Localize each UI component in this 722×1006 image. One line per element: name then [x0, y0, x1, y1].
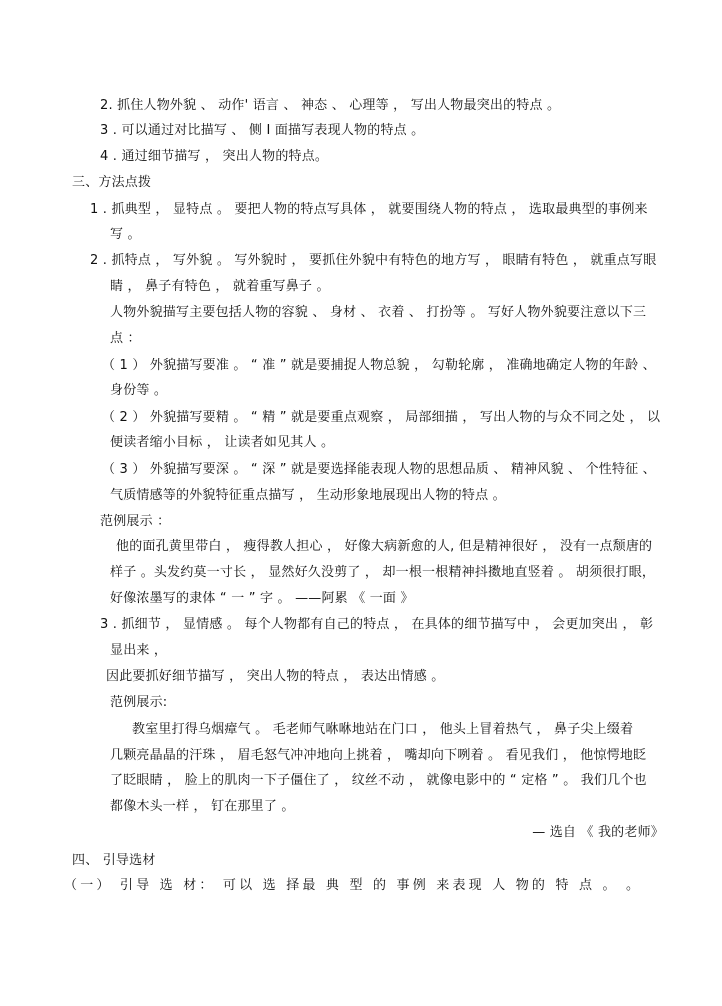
text-line-28: 都像木头一样 ， 钉在那里了 。 — [110, 799, 295, 814]
text-line-15: （ 3 ） 外貌描写要深 。 “ 深 ” 就是要选择能表现人物的思想品质 、 精神风貌 、 个性特征 、 — [102, 462, 656, 477]
text-line-22: 显出来 ， — [110, 643, 168, 658]
text-line-18: 他的面孔黄里带白 ， 瘦得教人担心 ， 好像大病新愈的人, 但是精神很好 ， 没有一点颓唐的 — [116, 539, 653, 554]
text-line-6: 写 。 — [110, 227, 141, 242]
text-line-1: 2. 抓住人物外貌 、 动作' 语言 、 神态 、 心理等 ， 写出人物最突出的特点 。 — [100, 98, 561, 113]
text-line-5: 1 . 抓典型 ， 显特点 。 要把人物的特点写具体 ， 就要围绕人物的特点 ， 选取最典型的事例来 — [90, 202, 648, 217]
text-line-25: 教室里打得乌烟瘴气 。 毛老师气咻咻地站在门口 ， 他头上冒着热气 ， 鼻子尖上缀着 — [132, 722, 634, 737]
text-line-19: 样子 。头发约莫一寸长 ， 显然好久没剪了 ， 却一根一根精神抖擞地直竖着 。 胡须很打眼， — [110, 565, 656, 580]
text-line-2: 3 . 可以通过对比描写 、 侧 I 面描写表现人物的特点 。 — [100, 123, 425, 138]
text-line-20: 好像浓墨写的隶体 “ 一 ” 字 。 ——阿累 《 一面 》 — [110, 591, 414, 606]
section-heading-methods: 三、方法点拨 — [72, 175, 152, 190]
text-line-8: 睛 ， 鼻子有特色 ， 就着重写鼻子 。 — [110, 279, 330, 294]
text-line-9: 人物外貌描写主要包括人物的容貌 、 身材 、 衣着 、 打扮等 。 写好人物外貌要注意以下三 — [110, 305, 647, 320]
example-label-1: 范例展示 ： — [100, 514, 171, 529]
text-line-26: 几颗亮晶晶的汗珠 ， 眉毛怒气冲冲地向上挑着 ， 嘴却向下咧着 。 看见我们 ， 他惊愕地眨 — [110, 748, 647, 763]
text-line-12: 身份等 。 — [110, 383, 168, 398]
quote-source: — 选自 《 我的老师》 — [532, 825, 664, 840]
text-line-11: （ 1 ） 外貌描写要准 。 “ 准 ” 就是要捕捉人物总貌 ， 勾勒轮廓 ， 准确地确定人物的年龄 、 — [102, 358, 656, 373]
section-heading-guide: 四、 引导选材 — [72, 853, 156, 868]
text-line-21: 3 . 抓细节 ， 显情感 。 每个人物都有自己的特点 ， 在具体的细节描写中 ， 会更加突出 ， 彰 — [100, 617, 654, 632]
text-line-31: （一） 引导 选 材： 可以 选 择最 典 型 的 事例 来表现 人 物的 特 点 。 。 — [64, 878, 643, 893]
text-line-7: 2 . 抓特点 ， 写外貌 。 写外貌时 ， 要抓住外貌中有特色的地方写 ， 眼睛有特色 ， 就重点写眼 — [90, 253, 657, 268]
text-line-3: 4 . 通过细节描写 ， 突出人物的特点。 — [100, 149, 329, 164]
text-line-16: 气质情感等的外貌特征重点描写 ， 生动形象地展现出人物的特点 。 — [110, 488, 506, 503]
text-line-23: 因此要抓好细节描写 ， 突出人物的特点 ， 表达出情感 。 — [106, 669, 445, 684]
example-label-2: 范例展示: — [110, 695, 168, 710]
text-line-13: （ 2 ） 外貌描写要精 。 “ 精 ” 就是要重点观察 ， 局部细描 ， 写出人物的与众不同之处 ， 以 — [102, 410, 661, 425]
text-line-14: 便读者缩小目标 ， 让读者如见其人 。 — [110, 435, 335, 450]
text-line-27: 了眨眼睛 ， 脸上的肌肉一下子僵住了 ， 纹丝不动 ， 就像电影中的 “ 定格 ” 。 我们几个也 — [110, 773, 647, 788]
text-line-10: 点 ： — [110, 331, 141, 346]
